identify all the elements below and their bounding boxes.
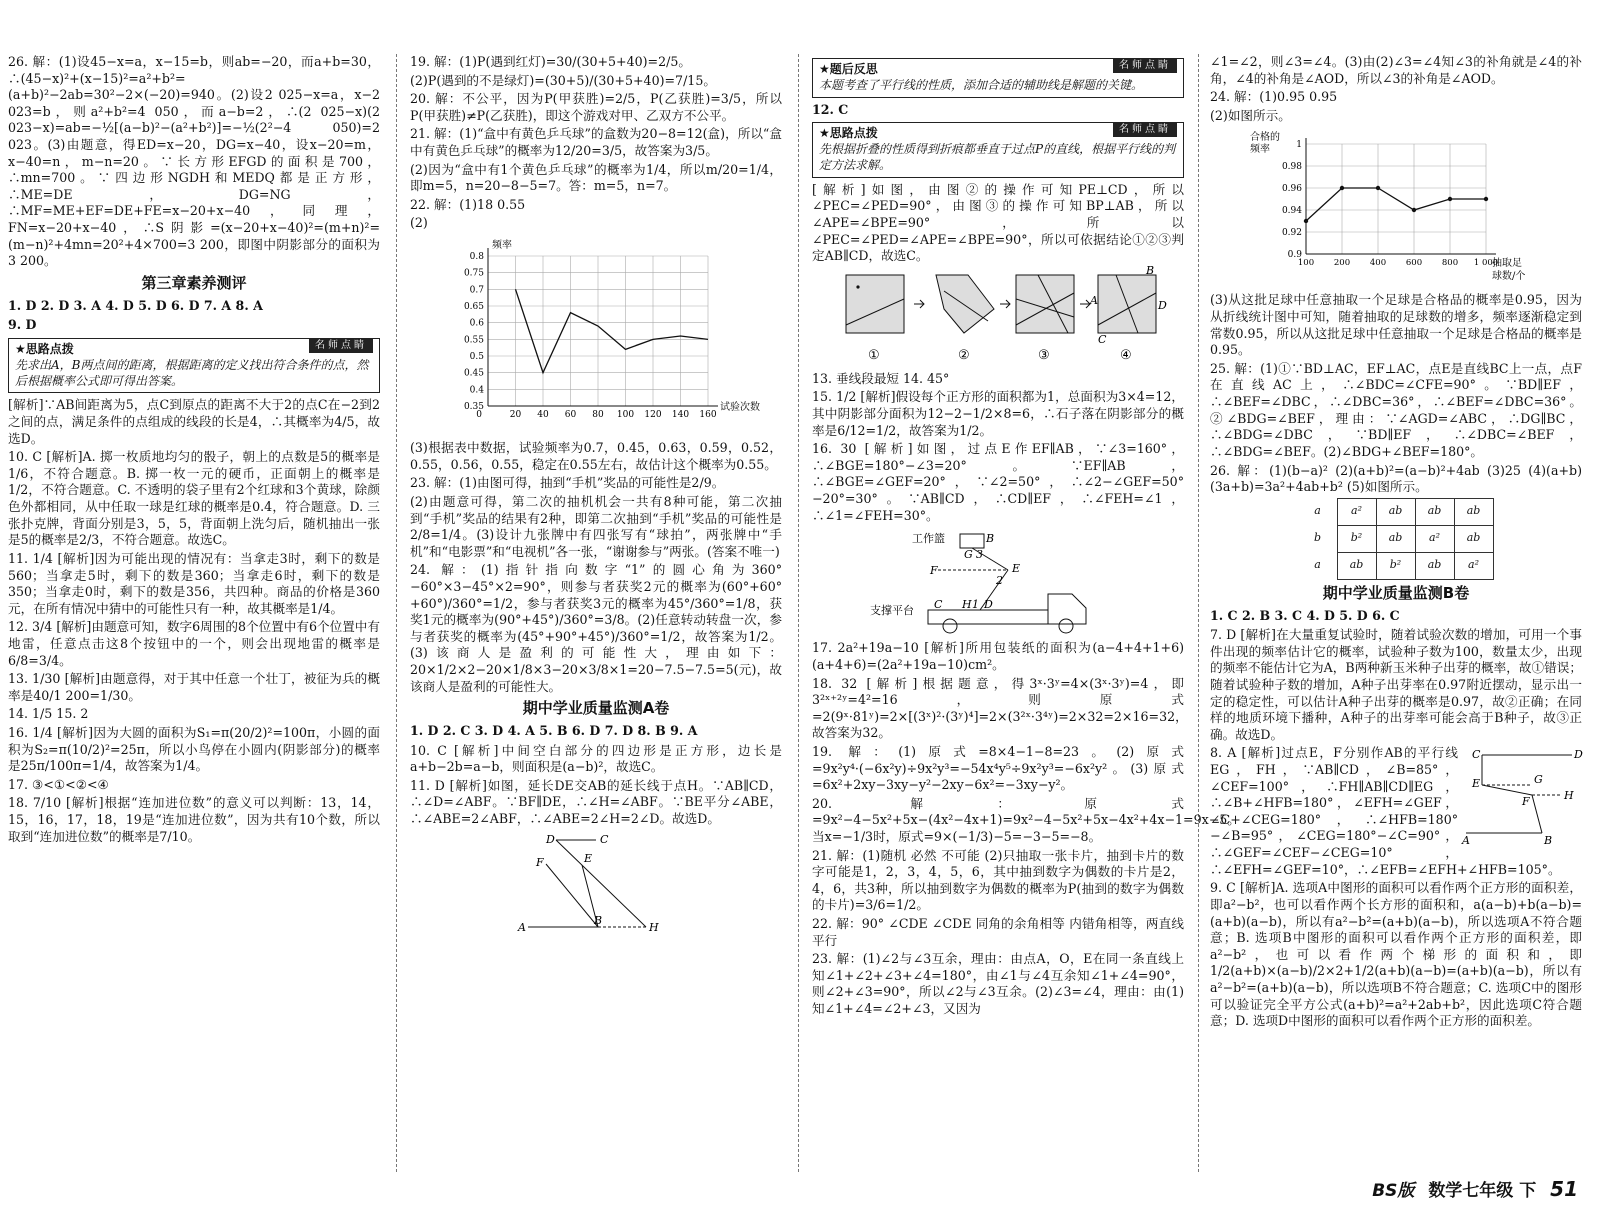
qualified-frequency-chart <box>1246 128 1546 288</box>
label-e: E <box>584 851 593 865</box>
arrow-1 <box>914 300 924 308</box>
x-tick-label: 100 <box>1297 258 1315 269</box>
truck-body <box>928 610 1048 624</box>
x-tick-label: 80 <box>592 410 604 421</box>
x-axis-title-1: 抽取足 <box>1492 258 1522 270</box>
y-tick-label: 0.55 <box>463 335 484 346</box>
x-axis-title-2: 球数/个 <box>1492 271 1526 283</box>
column-1 <box>8 54 380 1172</box>
x-tick-label: 160 <box>699 410 717 421</box>
tip-text: 先求出A，B两点间的距离，根据距离的定义找出符合条件的点，然后根据概率公式即可得出答案。 <box>15 357 369 388</box>
label-a: A <box>518 920 526 934</box>
answer-a11: 11. D [解析]如图，延长DE交AB的延长线于点H。∵AB∥CD，∴∠D=∠ABF。∵BF∥DE，∴∠H=∠ABF。∵BE平分∠ABE，∴∠ABE=2∠ABF，∴∠ABE=2∠H=2∠D。故选D。 <box>410 777 782 827</box>
grid-cell: a² <box>1337 498 1376 525</box>
label-b: B <box>594 913 603 927</box>
answer-15: 15. 1/2 [解析]假设每个正方形的面积都为1，总面积为3×4=12，其中阴影部分面积为12−2−1/2×8=6，∴石子落在阴影部分的概率是6/12=1/2，故答案为1/2。 <box>812 389 1184 438</box>
tip-text: 先根据折叠的性质得到折痕都垂直于过点P的直线，根据平行线的判定方法求解。 <box>819 142 1176 172</box>
x-tick-label: 200 <box>1333 258 1351 269</box>
x-tick-label: 120 <box>644 410 662 421</box>
step-label-2: ② <box>958 347 970 363</box>
data-point <box>1304 219 1308 223</box>
choice-answers-a: 1. D 2. C 3. D 4. A 5. B 6. D 7. D 8. B 9. A <box>410 723 698 739</box>
label-d: D <box>984 598 993 612</box>
x-tick-label: 100 <box>616 410 635 421</box>
grid-cell: ab <box>1376 498 1415 525</box>
fold-square-1 <box>846 275 904 333</box>
grid-cell: ab <box>1454 525 1493 552</box>
y-tick-label: 0.8 <box>469 252 484 263</box>
data-point <box>1484 197 1488 201</box>
grid-cell: ab <box>1337 552 1376 579</box>
answer-25: 25. 解：(1)①∵BD⊥AC，EF⊥AC，点E是直线BC上一点，点F在直线AC上，∴∠BDC=∠CFE=90°。∵BD∥EF，∴∠BEF=∠DBC，∴∠DBC=36°，∴∠BEF=∠DBC=36°。②∠BDG=∠BEF，理由：∵∠AGD=∠ABC，∴DG∥BC，∴∠BDG=∠DBC，∵BD∥EF，∴∠DBC=∠BEF，∴∠BDG=∠BEF。(2)∠BDG+∠BEF=180°。 <box>1210 360 1582 459</box>
reflection-box <box>812 58 1184 98</box>
line-fb <box>1532 795 1542 833</box>
answer-24-2: (2)如图所示。 <box>1210 107 1291 123</box>
wheel-front <box>1059 619 1073 633</box>
answer-12: 12. 3/4 [解析]由题意可知，数字6周围的8个位置中有6个位置中有地雷，任意点击这8个按钮中的一个，则会出现地雷的概率是6/8=3/4。 <box>8 619 380 668</box>
label-platform: 支撑平台 <box>870 604 914 618</box>
answer-16: 16. 30 [解析]如图，过点E作EF∥AB，∵∠3=160°，∴∠BGE=180°−∠3=20°。∵EF∥AB，∴∠BGE=∠GEF=20°，∵∠2=50°，∴∠2−∠GEF=50°−20°=30°。∵AB∥CD，∴CD∥EF，∴∠FEH=∠1，∴∠1=∠FEH=30°。 <box>812 441 1184 523</box>
label-d: D <box>1574 748 1583 762</box>
answer-26: 26. 解：(1)设45−x=a，x−15=b，则ab=−20，而a+b=30，∴(45−x)²+(x−15)²=a²+b²=(a+b)²−2ab=30²−2×(−20)=940。(2)设2 025−x=a，x−2 023=b，则a²+b²=4 050，而a−b=2，∴(2 025−x)(2 023−x)=ab=−½[(a−b)²−(a²+b²)]=−½(2²−4 050)=2 023。(3)由题意，得ED=x−20，DG=x−40，设x−20=m，x−40=n，m−n=20。∵长方形EFGD的面积是700，∴mn=700。∵四边形NGDH和MEDQ都是正方形，∴ME=DE，DG=NG，∴MF=ME+EF=DE+FE=x−20+x−40，同理，FN=x−20+x−40，∴S阴影=(x−20+x−40)²=(m+n)²=(m−n)²+4mn=20²+4×700=3 200，即图中阴影部分的面积为3 200。 <box>8 54 380 269</box>
grid-cell: ab <box>1415 552 1454 579</box>
answer-11: 11. 1/4 [解析]因为可能出现的情况有：当拿走3时，剩下的数是560；当拿走5时，剩下的数是360；当拿走6时，剩下的数是350；当拿走0时，剩下的数是356，共四种。商品的价格是360元，在所有情况中猜中的可能性只有一种，故其概率是1/4。 <box>8 550 380 616</box>
label-h: H <box>962 598 972 612</box>
data-point <box>1376 186 1380 190</box>
answer-13-14: 13. 垂线段最短 14. 45° <box>812 370 950 386</box>
answer-22-1: 22. 解：(1)18 0.55 <box>410 196 526 212</box>
answer-20: 20. 解：原式=9x²−4−5x²+5x−(4x²−4x+1)=9x²−4−5x²+5x−4x²+4x−1=9x−5。当x=−1/3时，原式=9×(−1/3)−5=−3−5=−8。 <box>812 795 1240 844</box>
answer-20: 20. 解：不公平，因为P(甲获胜)=2/5，P(乙获胜)=3/5，所以P(甲获胜)≠P(乙获胜)，即这个游戏对甲、乙双方不公平。 <box>410 91 782 123</box>
answer-26: 26. 解：(1)(b−a)² (2)(a+b)²=(a−b)²+4ab (3)25 (4)(a+b)(3a+b)=3a²+4ab+b² (5)如图所示。 <box>1210 462 1582 495</box>
label-b: B <box>1146 263 1155 277</box>
y-tick-label: 0.94 <box>1281 206 1302 217</box>
section-title-midterm-a: 期中学业质量监测A卷 <box>522 699 670 718</box>
grid-cell: a² <box>1415 525 1454 552</box>
answer-9-analysis: [解析]∵AB间距离为5，点C到原点的距离不大于2的点C在−2到2之间的点，满足条件的点组成的线段的长是4，∴其概率为4/5，故选D。 <box>8 397 380 446</box>
x-tick-label: 40 <box>537 410 549 421</box>
answer-17: 17. 2a²+19a−10 [解析]所用包装纸的面积为(a−4+4+1+6)(a+4+6)=(2a²+19a−10)cm²。 <box>812 640 1184 672</box>
arrow-2 <box>1000 300 1010 308</box>
y-tick-label: 0.75 <box>463 268 484 279</box>
origin-label: 0 <box>476 410 482 421</box>
answer-16: 16. 1/4 [解析]因为大圆的面积为S₁=π(20/2)²=100π，小圆的面积为S₂=π(10/2)²=25π，所以小鸟停在小圆内(阴影部分)的概率是25π/100π=1/4，故答案为1/4。 <box>8 725 380 774</box>
y-tick-label: 0.5 <box>469 352 484 363</box>
section-title-midterm-b: 期中学业质量监测B卷 <box>1322 583 1470 602</box>
answer-a10: 10. C [解析]中间空白部分的四边形是正方形，边长是a+b−2b=a−b，则面积是(a−b)²，故选C。 <box>410 742 782 775</box>
choice-answers-b: 1. C 2. B 3. C 4. D 5. D 6. C <box>1210 607 1400 623</box>
tip-text: 本题考查了平行线的性质，添加合适的辅助线是解题的关键。 <box>819 77 1144 92</box>
tip-title: ★思路点拨 <box>819 126 878 141</box>
answer-13: 13. 1/30 [解析]由题意得，对于其中任意一个壮丁，被征为兵的概率是40/1 200=1/30。 <box>8 671 380 703</box>
grid-label-a: a <box>1314 504 1321 518</box>
x-axis-title: 试验次数 <box>720 402 760 414</box>
label-g: G <box>964 548 973 562</box>
answer-22-2: (2) <box>410 215 428 231</box>
data-point <box>1448 197 1452 201</box>
answer-19-1: 19. 解：(1)P(遇到红灯)=30/(30+5+40)=2/5。 <box>410 54 691 69</box>
line-ef <box>1482 785 1532 795</box>
x-tick-label: 60 <box>564 410 577 421</box>
label-d: D <box>546 832 555 846</box>
x-tick-label: 400 <box>1369 258 1387 269</box>
answer-24: 24. 解：(1)指针指向数字“1”的圆心角为360°−60°×3−45°×2=90°，则参与者获奖2元的概率为(60°+60°+60°)/360°=1/2，参与者获奖3元的概率为45°/360°=1/8，获奖1元的概率为(90°+45°)/360°=3/8。(2)任意转动转盘一次，参与者获奖的概率为(45°+90°+45°)/360°=1/2，故答案为1/2。(3)该商人是盈利的可能性大，理由如下：20×1/2×2−20×1/8×3−20×3/8×1=20−7.5−7.5=5(元)，故该商人是盈利的可能性大。 <box>410 562 782 694</box>
data-point <box>1340 186 1344 190</box>
subject-label: 数学七年级 下 <box>1428 1180 1537 1201</box>
wheel-rear <box>943 619 957 633</box>
label-work-basket: 工作篮 <box>912 532 945 546</box>
y-tick-label: 0.9 <box>1287 250 1302 261</box>
answer-19: 19. 解：(1)原式=8×4−1−8=23。(2)原式=9x²y⁴·(−6x²y)÷9x²y³=−54x⁴y⁵÷9x²y³=−6x²y²。(3)原式=6x²+2xy−3xy−y²−2xy−6x²=−3xy−y²。 <box>812 743 1184 793</box>
y-tick-label: 1 <box>1296 140 1302 151</box>
section-title-chapter3: 第三章素养测评 <box>141 273 247 292</box>
answer-b7: 7. D [解析]在大量重复试验时，随着试验次数的增加，可用一个事件出现的频率估计它的概率，试验种子数为100，数量太少，出现的频率不能估计它为A，B两种新玉米种子出芽的概率，故①错误；随着试验种子数的增加，A种子出芽率在0.97附近摆动，显示出一定的稳定性，可以估计A种子出芽的概率是0.97，故②正确；在同样的地质环境下播种，A种子的出芽率可能会高于B种子，故③正确。故选D。 <box>1210 627 1582 742</box>
answer-9: 9. D <box>8 317 37 333</box>
label-c: C <box>600 832 609 846</box>
answer-12-analysis: [解析]如图，由图②的操作可知PE⊥CD，所以∠PEC=∠PED=90°，由图③的操作可知BP⊥AB，所以∠APE=∠BPE=90°，所以∠PEC=∠PED=∠APE=∠BPE=90°，所以可依据结论①②③判定AB∥CD，故选C。 <box>812 181 1184 264</box>
label-c: C <box>934 598 943 612</box>
answer-10: 10. C [解析]A. 掷一枚质地均匀的骰子，朝上的点数是5的概率是1/6，不符合题意。B. 掷一枚一元的硬币，正面朝上的概率是1/2，不符合题意。C. 不透明的袋子里有2个红球和3个黄球，除颜色外都相同，从中任取一球是红球的概率是0.4，符合题意。D. 三张扑克牌，背面分别是3，5，5，背面朝上洗匀后，随机抽出一张是5的概率是2/3，不符合题意。故选C。 <box>8 449 380 548</box>
answer-17: 17. ③<①<②<④ <box>8 776 109 792</box>
label-h: H <box>1564 789 1574 803</box>
grid-label-b: b <box>1313 531 1322 545</box>
label-f: F <box>930 564 938 578</box>
x-tick-label: 800 <box>1441 258 1459 269</box>
y-tick-label: 0.7 <box>469 285 484 296</box>
answer-b8: 8. A [解析]过点E，F分别作AB的平行线EG，FH，∵AB∥CD，∠B=85°，∠CEF=100°，∴FH∥AB∥CD∥EG，∴∠B+∠HFB=180°，∠EFH=∠GEF，∠C+∠CEG=180°，∴∠HFB=180°−∠B=95°，∠CEG=180°−∠C=90°，∴∠GEF=∠CEF−∠CEG=10°，∴∠EFH=∠GEF=10°，∴∠EFB=∠EFH+∠HFB=105°。 <box>1210 745 1561 877</box>
data-point <box>1412 208 1416 212</box>
figure-parallel-lines-11 <box>516 832 676 937</box>
x-tick-label: 20 <box>509 410 522 421</box>
area-grid-figure <box>1299 498 1494 580</box>
page-number: 51 <box>1550 1176 1578 1201</box>
figure-lift-truck <box>868 528 1128 636</box>
answer-23-2: (2)由题意可得，第二次的抽机机会一共有8种可能，第二次抽到“手机”奖品的结果有2种，即第二次抽到“手机”奖品的可能性是2/8=1/4。(3)设计九张牌中有四张写有“球拍”，两张牌中“手机”和“电影票”和“电视机”各一张，“谢谢参与”两张。(答案不唯一) <box>410 493 782 559</box>
step-label-1: ① <box>868 347 880 363</box>
y-tick-label: 0.4 <box>469 385 484 396</box>
answer-24-3: (3)从这批足球中任意抽取一个足球是合格品的概率是0.95，因为从折线统计图中可知，随着抽取的足球数的增多，频率逐渐稳定到常数0.95，所以从这批足球中任意抽取一个足球是合格品的概率是0.95。 <box>1210 292 1582 358</box>
answer-19-2: (2)P(遇到的不是绿灯)=(30+5)/(30+5+40)=7/15。 <box>410 72 716 88</box>
tip-badge: 名师点睛 <box>309 338 373 353</box>
series-line <box>1306 188 1486 221</box>
x-tick-label: 1 000 <box>1473 258 1499 269</box>
choice-answers: 1. D 2. D 3. A 4. D 5. D 6. D 7. A 8. A <box>8 297 263 313</box>
label-1: 1 <box>972 598 979 612</box>
answer-23-cont: ∠1=∠2，则∠3=∠4。(3)由(2)∠3=∠4知∠3的补角就是∠4的补角，∠4的补角是∠AOD，所以∠3的补角是∠AOD。 <box>1210 54 1582 86</box>
arrow-3 <box>1080 300 1090 308</box>
label-g: G <box>1534 773 1543 787</box>
tip-badge: 名师点睛 <box>1113 122 1177 137</box>
tip-title: ★思路点拨 <box>15 341 74 356</box>
column-2 <box>410 54 782 1172</box>
label-2: 2 <box>996 574 1003 588</box>
label-e: E <box>1472 777 1481 791</box>
answer-23: 23. 解：(1)∠2与∠3互余，理由：由点A，O，E在同一条直线上知∠1+∠2+∠3+∠4=180°，由∠1与∠4互余知∠1+∠4=90°，则∠2+∠3=90°，所以∠2与∠3互余。(2)∠3=∠4，理由：由(1)知∠1+∠4=∠2+∠3，又因为 <box>812 951 1184 1017</box>
label-h: H <box>649 920 659 934</box>
answer-14-15: 14. 1/5 15. 2 <box>8 706 89 722</box>
grid-label-a: a <box>1314 558 1321 572</box>
answer-22: 22. 解：90° ∠CDE ∠CDE 同角的余角相等 内错角相等，两直线平行 <box>812 916 1184 948</box>
y-tick-label: 0.45 <box>463 368 484 379</box>
tip-title: ★题后反思 <box>819 62 878 76</box>
fold-square-3 <box>1016 275 1074 333</box>
y-axis-title-1: 合格的 <box>1250 132 1280 144</box>
tip-box-2 <box>812 122 1184 177</box>
grid-cell: ab <box>1376 525 1415 552</box>
step-label-4: ④ <box>1120 347 1132 363</box>
grid-cell: a² <box>1454 552 1493 579</box>
y-tick-label: 0.6 <box>469 318 484 329</box>
answer-22-3: (3)根据表中数据，试验频率为0.7，0.45，0.63，0.59，0.52，0.55，0.56，0.55，稳定在0.55左右，故估计这个概率为0.55。 <box>410 440 782 472</box>
answer-21-2: (2)因为“盒中有1个黄色乒乓球”的概率为1/4，所以m/20=1/4，即m=5，n=20−8−5=7。答：m=5，n=7。 <box>410 161 782 194</box>
y-tick-label: 0.98 <box>1281 162 1302 173</box>
answer-18: 18. 32 [解析]根据题意，得3ˣ·3ʸ=4×(3ˣ·3ʸ)=4，即3²ˣ⁺²ʸ=4²=16，则原式=2(9ˣ·81ʸ)=2×[(3ˣ)²·(3ʸ)⁴]=2×(3²ˣ·3⁴ʸ)=2×32=2×16=32，故答案为32。 <box>812 675 1188 741</box>
y-axis-title-2: 频率 <box>1250 144 1270 156</box>
label-d: D <box>1158 298 1167 312</box>
y-tick-label: 0.65 <box>463 302 484 313</box>
answer-23-1: 23. 解：(1)由图可得，抽到“手机”奖品的可能性是2/9。 <box>410 475 725 491</box>
fold-shape-2 <box>936 275 994 333</box>
label-3: 3 <box>976 548 983 562</box>
column-4 <box>1210 54 1582 1172</box>
edition-label: BS版 <box>1372 1180 1415 1201</box>
answer-12: 12. C <box>812 101 849 117</box>
label-b: B <box>986 532 995 546</box>
series-line <box>516 289 709 372</box>
answer-18: 18. 7/10 [解析]根据“连加进位数”的意义可以判断：13，14，15，16，17，18，19是“连加进位数”，因为共有10个数，所以取到“连加进位数”的概率是7/10。 <box>8 795 380 844</box>
label-c: C <box>1098 332 1107 346</box>
grid-cell: b² <box>1337 525 1376 552</box>
answer-21: 21. 解：(1)随机 必然 不可能 (2)只抽取一张卡片，抽到卡片的数字可能是1，2，3，4，5，6，其中抽到数字为偶数的卡片是2，4，6，共3种，所以抽到数字为偶数的概率为P(抽到的数字为偶数的卡片)=3/6=1/2。 <box>812 847 1184 913</box>
label-a: A <box>1090 293 1098 307</box>
label-e: E <box>1012 562 1021 576</box>
work-basket <box>960 534 984 548</box>
figure-parallel-8 <box>1462 745 1583 848</box>
answer-21-1: 21. 解：(1)“盒中有黄色乒乓球”的盒数为20−8=12(盒)，所以“盒中有黄色乒乓球”的概率为12/20=3/5，故答案为3/5。 <box>410 126 782 159</box>
column-3 <box>812 54 1240 1172</box>
tip-badge: 名师点睛 <box>1113 58 1177 73</box>
grid-cell: b² <box>1376 552 1415 579</box>
x-tick-label: 140 <box>671 410 690 421</box>
grid-cell: ab <box>1415 498 1454 525</box>
step-label-3: ③ <box>1038 347 1050 363</box>
y-tick-label: 0.96 <box>1281 184 1302 195</box>
figure-folding-steps <box>828 263 1168 367</box>
label-a: A <box>1462 834 1470 848</box>
label-f: F <box>1522 795 1530 809</box>
label-f: F <box>536 855 544 869</box>
point-p <box>856 285 859 288</box>
answer-24-1: 24. 解：(1)0.95 0.95 <box>1210 89 1338 105</box>
y-tick-label: 0.92 <box>1281 228 1302 239</box>
y-axis-title: 频率 <box>492 240 512 252</box>
label-b: B <box>1544 834 1553 848</box>
label-c: C <box>1472 748 1481 762</box>
x-tick-label: 600 <box>1405 258 1423 269</box>
page-footer <box>1372 1176 1578 1202</box>
answer-b9: 9. C [解析]A. 选项A中图形的面积可以看作两个正方形的面积差，即a²−b²，也可以看作两个长方形的面积和，a(a−b)+b(a−b)=(a+b)(a−b)，所以有a²−b²=(a+b)(a−b)，所以选项A不符合题意；B. 选项B中图形的面积可以看作两个正方形的面积差，即a²−b²，也可以看作两个梯形的面积和，即1/2(a+b)×(a−b)/2×2+1/2(a+b)(a−b)=(a+b)(a−b)，所以有a²−b²=(a+b)(a−b)，所以选项B不符合题意；C. 选项C中的图形可以验证完全平方公式(a+b)²=a²+2ab+b²，因此选项C符合题意；D. 选项D中图形的面积可以看作两个正方形的面积差。 <box>1210 880 1582 1029</box>
frequency-line-chart <box>446 236 760 436</box>
y-tick-label: 0.35 <box>463 402 484 413</box>
tip-box-1 <box>8 338 380 393</box>
grid-cell: ab <box>1454 498 1493 525</box>
